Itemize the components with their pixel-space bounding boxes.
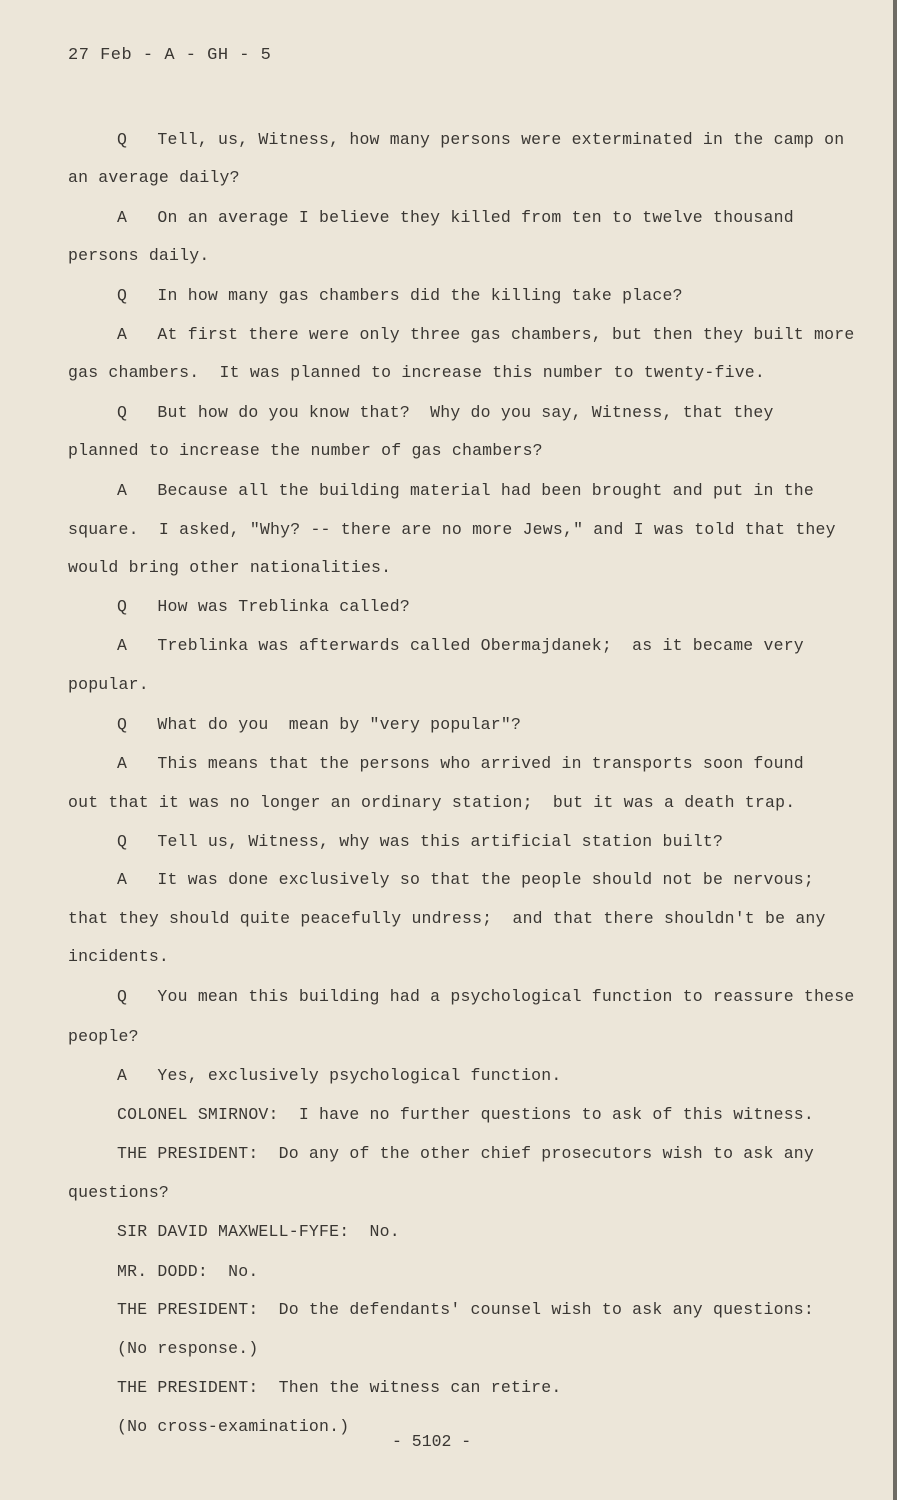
transcript-line: would bring other nationalities. (68, 558, 392, 577)
transcript-line: square. I asked, "Why? -- there are no more Jews," and I was told that they (68, 520, 836, 539)
transcript-line: A It was done exclusively so that the people should not be nervous; (117, 870, 815, 889)
transcript-line: THE PRESIDENT: Do any of the other chief prosecutors wish to ask any (117, 1144, 815, 1163)
transcript-line: popular. (68, 675, 149, 694)
transcript-line: (No response.) (117, 1339, 259, 1358)
transcript-line: people? (68, 1027, 139, 1046)
page-header: 27 Feb - A - GH - 5 (68, 46, 272, 65)
transcript-line: Q How was Treblinka called? (117, 597, 410, 616)
transcript-line: A Yes, exclusively psychological function. (117, 1066, 562, 1085)
transcript-line: gas chambers. It was planned to increase this number to twenty-five. (68, 363, 766, 382)
scan-edge-mark (893, 0, 897, 1500)
transcript-line: A At first there were only three gas chambers, but then they built more (117, 325, 855, 344)
transcript-line: out that it was no longer an ordinary station; but it was a death trap. (68, 793, 796, 812)
transcript-line: questions? (68, 1183, 170, 1202)
transcript-line: Q But how do you know that? Why do you say, Witness, that they (117, 403, 774, 422)
transcript-line: Q Tell us, Witness, why was this artificial station built? (117, 832, 724, 851)
transcript-line: A This means that the persons who arrived in transports soon found (117, 754, 804, 773)
transcript-line: MR. DODD: No. (117, 1262, 259, 1281)
page-number: - 5102 - (392, 1432, 472, 1451)
transcript-line: A On an average I believe they killed from ten to twelve thousand (117, 208, 794, 227)
transcript-line: (No cross-examination.) (117, 1417, 350, 1436)
transcript-line: A Because all the building material had been brought and put in the (117, 481, 815, 500)
transcript-line: that they should quite peacefully undress; and that there shouldn't be any (68, 909, 826, 928)
transcript-line: incidents. (68, 947, 170, 966)
transcript-line: planned to increase the number of gas chambers? (68, 441, 543, 460)
transcript-line: persons daily. (68, 246, 210, 265)
transcript-line: Q What do you mean by "very popular"? (117, 715, 522, 734)
transcript-line: Q Tell, us, Witness, how many persons were exterminated in the camp on (117, 130, 845, 149)
transcript-line: Q You mean this building had a psychological function to reassure these (117, 987, 855, 1006)
transcript-line: THE PRESIDENT: Then the witness can retire. (117, 1378, 562, 1397)
transcript-line: A Treblinka was afterwards called Obermajdanek; as it became very (117, 636, 804, 655)
transcript-line: Q In how many gas chambers did the killing take place? (117, 286, 683, 305)
transcript-line: SIR DAVID MAXWELL-FYFE: No. (117, 1222, 400, 1241)
transcript-line: COLONEL SMIRNOV: I have no further questions to ask of this witness. (117, 1105, 815, 1124)
transcript-line: THE PRESIDENT: Do the defendants' counsel wish to ask any questions: (117, 1300, 815, 1319)
transcript-line: an average daily? (68, 168, 240, 187)
